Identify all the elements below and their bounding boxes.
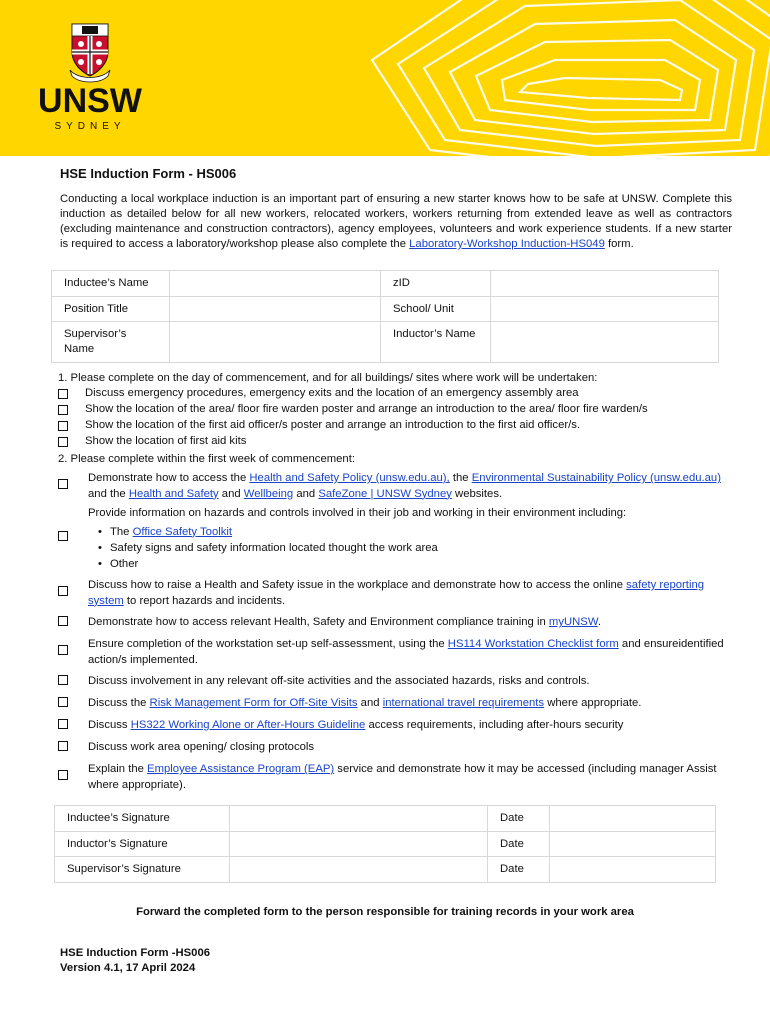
intro-text: Conducting a local workplace induction is an important part of ensuring a new starter knows how to be safe at UNSW. Complete this induction as detailed below for all new workers, relocated workers, workers returning from extended leave as well as contractors (excluding maintenance and construction contractors), agency employees, volunteers and work experience students. If a new starter is required to access a laboratory/workshop please also complete the	[60, 192, 732, 250]
inductee-date-field[interactable]	[550, 806, 716, 832]
footer-version: Version 4.1, 17 April 2024	[60, 961, 196, 974]
inductee-info-table	[51, 270, 719, 363]
task-training	[58, 615, 728, 631]
checklist-item-label: Show the location of first aid kits	[85, 435, 247, 448]
task-text: Discuss HS322 Working Alone or After-Hours Guideline access requirements, including after-hours security	[88, 719, 624, 731]
checkbox[interactable]	[58, 531, 68, 541]
supervisor-date-field[interactable]	[550, 857, 716, 883]
document-footer	[60, 946, 210, 975]
supervisor-signature-field[interactable]	[230, 857, 488, 883]
date-label: Date	[488, 806, 550, 832]
task-text: Explain the Employee Assistance Program (EAP) service and demonstrate how it may be accessed (including manager Assist where appropriate).	[88, 763, 717, 791]
inductor-name-label: Inductor’s Name	[381, 322, 491, 362]
task-text: Ensure completion of the workstation set-up self-assessment, using the HS114 Workstation Checklist form and ensureidentified action/s implemented.	[88, 638, 724, 666]
inductee-signature-field[interactable]	[230, 806, 488, 832]
position-title-field[interactable]	[170, 296, 381, 322]
checklist-item	[58, 386, 728, 402]
task-offsite	[58, 674, 728, 690]
checkbox[interactable]	[58, 586, 68, 596]
inductor-name-field[interactable]	[491, 322, 719, 362]
section2-heading: 2. Please complete within the first week of commencement:	[58, 452, 355, 465]
date-label: Date	[488, 831, 550, 857]
list-item: • The Office Safety Toolkit	[88, 524, 626, 540]
task-working-alone	[58, 718, 728, 734]
risk-management-form-link[interactable]: Risk Management Form for Off-Site Visits	[149, 697, 358, 709]
checklist-item-label: Show the location of the first aid officer/s poster and arrange an introduction to the first aid officer/s.	[85, 419, 581, 432]
checkbox[interactable]	[58, 741, 68, 751]
unsw-wordmark: UNSW	[38, 82, 142, 120]
footer-form-name: HSE Induction Form -HS006	[60, 947, 211, 959]
forward-note: Forward the completed form to the person responsible for training records in your work area	[136, 906, 634, 918]
task-text: Discuss the Risk Management Form for Off-Site Visits and international travel requirements where appropriate.	[88, 697, 642, 709]
checkbox[interactable]	[58, 616, 68, 626]
checklist-item	[58, 434, 728, 450]
myunsw-link[interactable]: myUNSW	[548, 616, 598, 628]
header-banner	[0, 0, 770, 156]
checkbox[interactable]	[58, 421, 68, 431]
checklist-item	[58, 418, 728, 434]
inductor-date-field[interactable]	[550, 831, 716, 857]
task-reporting	[58, 578, 728, 609]
checkbox[interactable]	[58, 675, 68, 685]
checkbox[interactable]	[58, 479, 68, 489]
checkbox[interactable]	[58, 719, 68, 729]
task-workstation	[58, 637, 728, 668]
task-text: Demonstrate how to access relevant Health, Safety and Environment compliance training in myUNSW.	[88, 616, 601, 628]
lab-workshop-induction-link[interactable]: Laboratory-Workshop Induction-HS049	[409, 237, 605, 250]
signature-table	[54, 805, 716, 883]
environmental-policy-link[interactable]: Environmental Sustainability Policy (unsw.edu.au)	[471, 472, 721, 484]
hazard-list	[88, 524, 626, 573]
checkbox[interactable]	[58, 770, 68, 780]
task-text: Discuss involvement in any relevant off-site activities and the associated hazards, risks and controls.	[88, 675, 590, 687]
supervisor-signature-label: Supervisor’s Signature	[55, 857, 230, 883]
task-policies	[58, 471, 728, 502]
section-day-one	[58, 371, 728, 466]
intro-paragraph	[60, 192, 732, 252]
checkbox[interactable]	[58, 645, 68, 655]
unsw-logo	[32, 20, 152, 132]
wellbeing-link[interactable]: Wellbeing	[243, 487, 294, 500]
zid-label: zID	[381, 271, 491, 297]
task-hazards	[58, 506, 728, 573]
checkbox[interactable]	[58, 697, 68, 707]
inductor-signature-field[interactable]	[230, 831, 488, 857]
school-unit-field[interactable]	[491, 296, 719, 322]
international-travel-link[interactable]: international travel requirements	[382, 697, 545, 709]
inductee-signature-label: Inductee’s Signature	[55, 806, 230, 832]
form-title: HSE Induction Form - HS006	[60, 166, 237, 181]
intro-end: form.	[604, 237, 634, 250]
zid-field[interactable]	[491, 271, 719, 297]
supervisor-name-label: Supervisor’s Name	[52, 322, 170, 362]
safezone-link[interactable]: SafeZone | UNSW Sydney	[318, 487, 452, 500]
task-text: Discuss work area opening/ closing protocols	[88, 741, 315, 753]
checkbox[interactable]	[58, 389, 68, 399]
supervisor-name-field[interactable]	[170, 322, 381, 362]
list-item: • Safety signs and safety information located thought the work area	[88, 540, 626, 556]
health-safety-link[interactable]: Health and Safety	[128, 487, 219, 500]
checkbox[interactable]	[58, 437, 68, 447]
checklist-item	[58, 402, 728, 418]
inductee-name-field[interactable]	[170, 271, 381, 297]
position-title-label: Position Title	[52, 296, 170, 322]
intro-section	[60, 166, 732, 252]
safety-reporting-system-link[interactable]: safety reporting system	[88, 579, 705, 607]
task-risk-management	[58, 696, 728, 712]
date-label: Date	[488, 857, 550, 883]
task-text: Provide information on hazards and controls involved in their job and working in their environment including: • The Office Safety Toolkit • Safety signs and safety information located thought the work area • Other	[88, 506, 626, 573]
checkbox[interactable]	[58, 405, 68, 415]
workstation-checklist-link[interactable]: HS114 Workstation Checklist form	[447, 638, 619, 650]
office-safety-toolkit-link[interactable]: Office Safety Toolkit	[132, 525, 233, 538]
working-alone-guideline-link[interactable]: HS322 Working Alone or After-Hours Guideline	[130, 719, 366, 731]
task-eap	[58, 762, 728, 793]
checklist-item-label: Discuss emergency procedures, emergency exits and the location of an emergency assembly area	[85, 387, 579, 400]
checklist-item-label: Show the location of the area/ floor fire warden poster and arrange an introduction to the area/ floor fire warden/s	[85, 403, 648, 416]
inductor-signature-label: Inductor’s Signature	[55, 831, 230, 857]
task-opening-closing	[58, 740, 728, 756]
inductee-name-label: Inductee’s Name	[52, 271, 170, 297]
list-item: • Other	[88, 556, 626, 572]
school-unit-label: School/ Unit	[381, 296, 491, 322]
health-safety-policy-link[interactable]: Health and Safety Policy (unsw.edu.au),	[249, 472, 450, 484]
section1-heading: 1. Please complete on the day of commencement, and for all buildings/ sites where work will be undertaken:	[58, 372, 598, 384]
eap-link[interactable]: Employee Assistance Program (EAP)	[147, 763, 335, 775]
sydney-wordmark: SYDNEY	[54, 121, 126, 132]
task-text: Demonstrate how to access the Health and Safety Policy (unsw.edu.au), the Environmental Sustainability Policy (unsw.edu.au) and the Health and Safety and Wellbeing and SafeZone | UNSW Sydney websites.	[88, 472, 721, 500]
task-text: Discuss how to raise a Health and Safety issue in the workplace and demonstrate how to access the online safety reporting system to report hazards and incidents.	[88, 579, 705, 607]
